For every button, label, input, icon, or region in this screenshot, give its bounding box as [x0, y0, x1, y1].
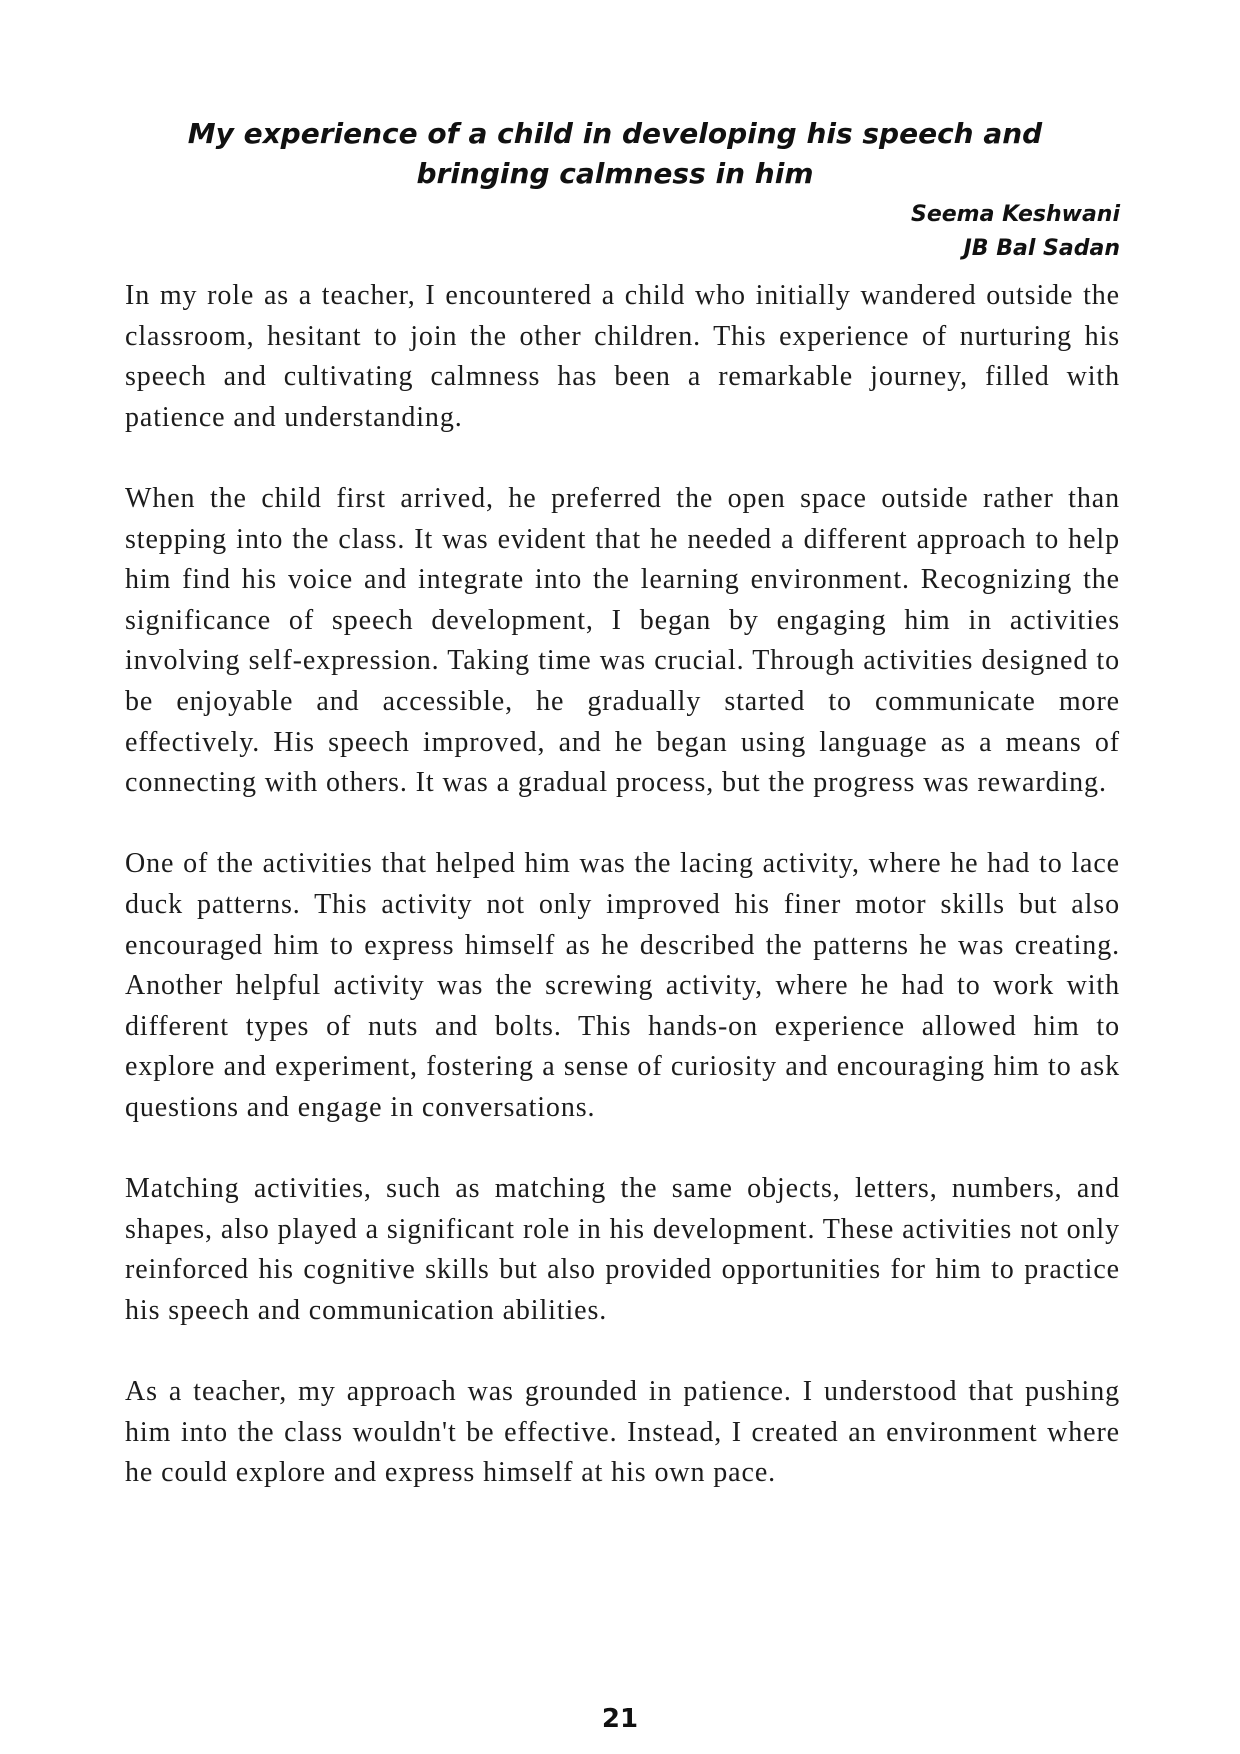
paragraph: When the child first arrived, he preferred the open space outside rather than stepping into the class. It was evident that he needed a different approach to help him find his voice and integrate into the learning environment. Recognizing the significance of speech development, I began by engaging him in activities involving self-expression. Taking time was crucial. Through activities designed to be enjoyable and accessible, he gradually started to communicate more effectively. His speech improved, and he began using language as a means of connecting with others. It was a gradual process, but the progress was rewarding.	[125, 482, 1120, 799]
paragraph: Matching activities, such as matching the same objects, letters, numbers, and shapes, also played a significant role in his development. These activities not only reinforced his cognitive skills but also provided opportunities for him to practice his speech and communication abilities.	[125, 1173, 1120, 1326]
page-number: 21	[601, 1704, 639, 1734]
paragraph: One of the activities that helped him was the lacing activity, where he had to lace duck patterns. This activity not only improved his finer motor skills but also encouraged him to express himself as he described the patterns he was creating. Another helpful activity was the screwing activity, where he had to work with different types of nuts and bolts. This hands-on experience allowed him to explore and experiment, fostering a sense of curiosity and encouraging him to ask questions and engage in conversations.	[125, 848, 1120, 1123]
paragraph: As a teacher, my approach was grounded in patience. I understood that pushing him into the class wouldn't be effective. Instead, I created an environment where he could explore and express himself at his own pace.	[125, 1376, 1120, 1489]
author-affiliation: JB Bal Sadan	[963, 236, 1120, 261]
paragraph: In my role as a teacher, I encountered a child who initially wandered outside the classroom, hesitant to join the other children. This experience of nurturing his speech and cultivating calmness has been a remarkable journey, filled with patience and understanding.	[125, 280, 1120, 433]
article-body	[125, 276, 1120, 1494]
author-name: Seema Keshwani	[910, 202, 1120, 227]
article-title: My experience of a child in developing his speech and bringing calmness in him	[187, 117, 1043, 190]
byline	[911, 198, 1120, 266]
